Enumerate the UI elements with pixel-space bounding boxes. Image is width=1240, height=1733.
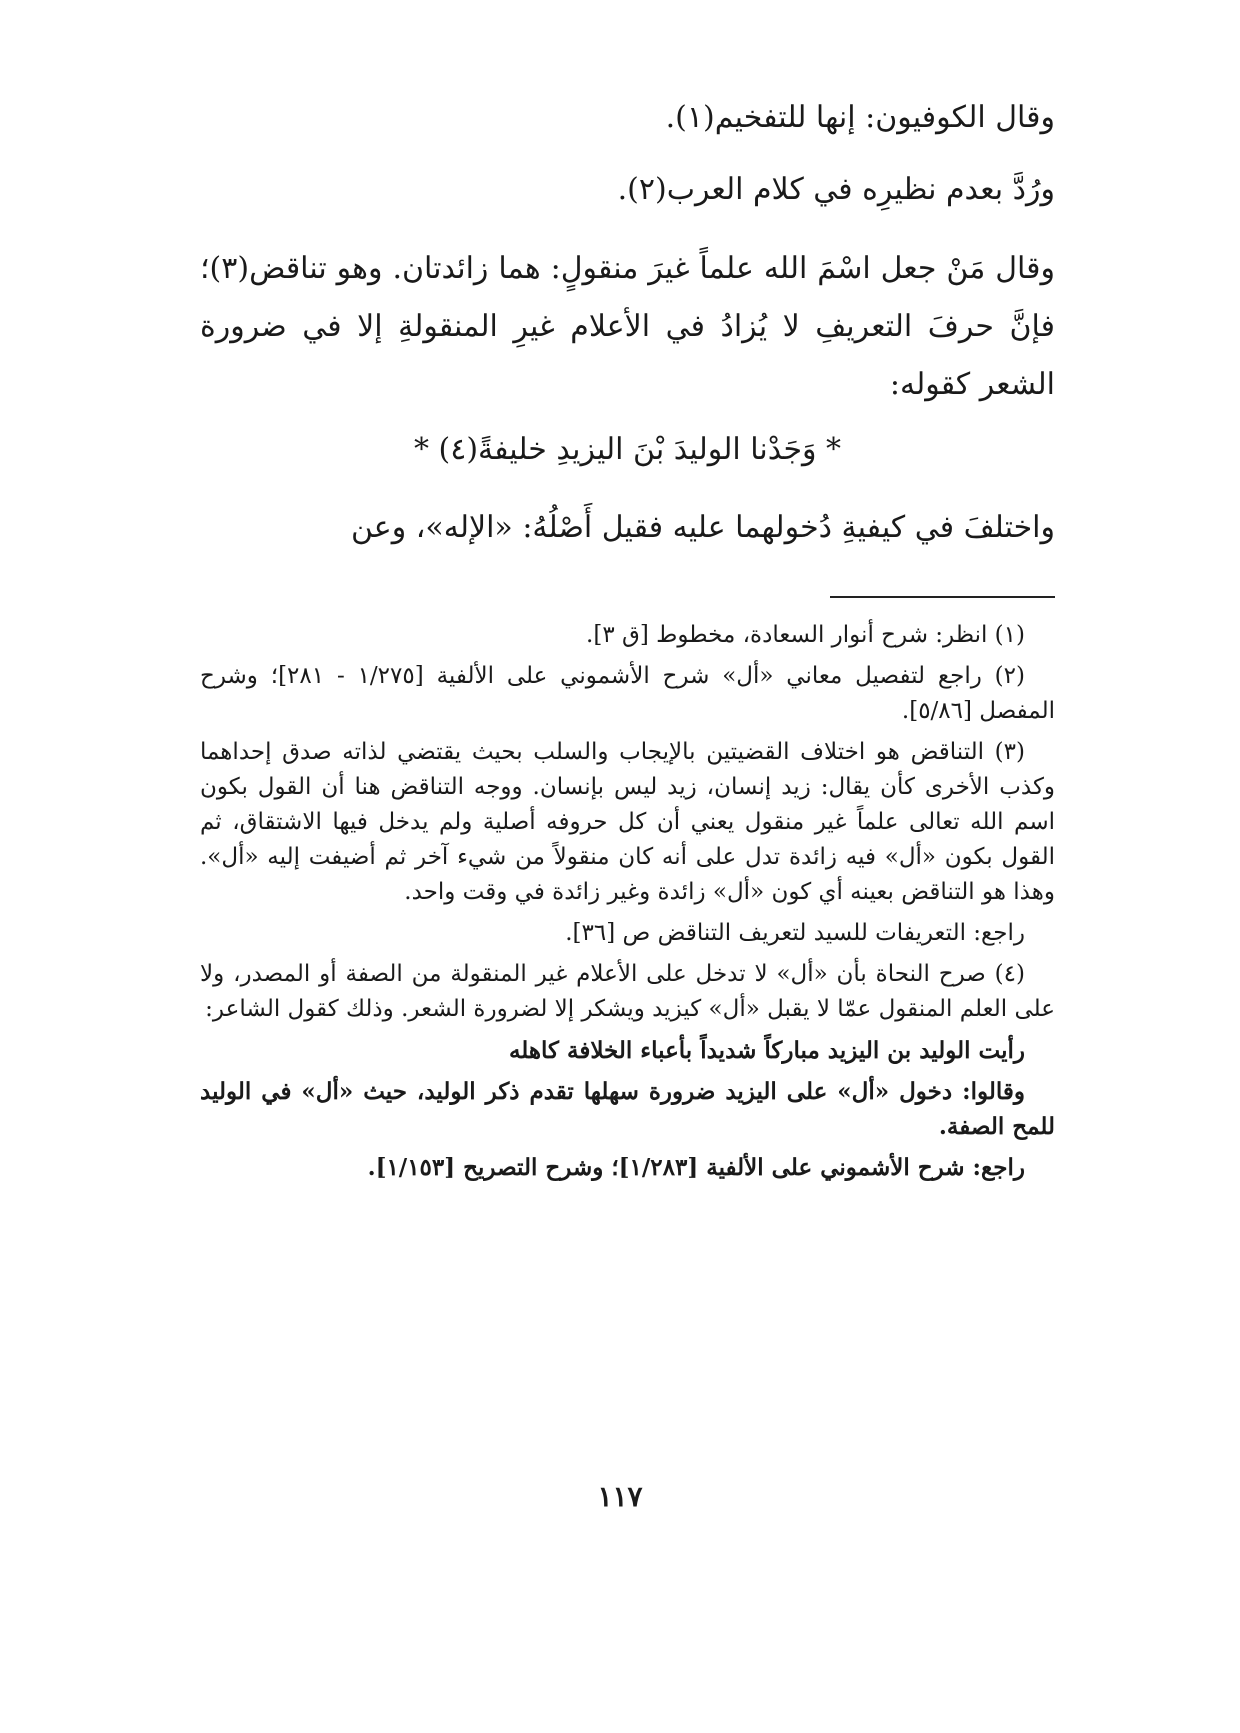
- main-text-disagreement: واختلفَ في كيفيةِ دُخولهما عليه فقيل أَصْلُهُ: «الإله»، وعن: [350, 510, 1055, 545]
- main-paragraph-1: [200, 98, 1055, 138]
- footnote-2: (٢) راجع لتفصيل معاني «أل» شرح الأشموني على الألفية [١/٢٧٥ - ٢٨١]؛ وشرح المفصل [٥/٨٦].: [200, 663, 1055, 724]
- footnote-4: (٤) صرح النحاة بأن «أل» لا تدخل على الأعلام غير المنقولة من الصفة أو المصدر، ولا على العلم المنقول عمّا لا يقبل «أل» كيزيد ويشكر إلا لضرورة الشعر. وذلك كقول الشاعر:: [200, 961, 1055, 1022]
- footnote-3-reference: راجع: التعريفات للسيد لتعريف التناقض ص [٣٦].: [565, 920, 1025, 946]
- main-text-rebuttal: ورُدَّ بعدم نظيرِه في كلام العرب(٢).: [617, 172, 1055, 207]
- footnotes: [200, 618, 1055, 1191]
- main-paragraph-2: [200, 170, 1055, 210]
- footnote-3: (٣) التناقض هو اختلاف القضيتين بالإيجاب والسلب بحيث يقتضي لذاته صدق إحداهما وكذب الأخرى كأن يقال: زيد إنسان، زيد ليس بإنسان. ووجه التناقض هنا أن القول بكون اسم الله تعالى علماً غير منقول يعني أن كل حروفه أصلية ولم يدخل فيها الاشتقاق، ثم القول بكون «أل» فيه زائدة تدل على أنه كان منقولاً من شيء آخر ثم أضيفت إليه «أل». وهذا هو التناقض بعينه أي كون «أل» زائدة وغير زائدة في وقت واحد.: [200, 739, 1055, 905]
- footnote-4-reference: راجع: شرح الأشموني على الألفية [١/٢٨٣]؛ وشرح التصريح [١/١٥٣].: [367, 1154, 1025, 1181]
- footnote-divider: [830, 596, 1055, 598]
- main-paragraph-3: [200, 240, 1055, 414]
- footnote-4-explanation: وقالوا: دخول «أل» على اليزيد ضرورة سهلها تقدم ذكر الوليد، حيث «أل» في الوليد للمح الصفة.: [200, 1078, 1055, 1140]
- page-number: ١١٧: [597, 1480, 643, 1513]
- footnote-1: (١) انظر: شرح أنوار السعادة، مخطوط [ق ٣].: [586, 622, 1025, 648]
- footnote-4-poem: رأيت الوليد بن اليزيد مباركاً شديداً بأعباء الخلافة كاهله: [508, 1037, 1025, 1064]
- main-text-contradiction: وقال مَنْ جعل اسْمَ الله علماً غيرَ منقولٍ: هما زائدتان. وهو تناقض(٣)؛ فإنَّ حرفَ التعريفِ لا يُزادُ في الأعلام غيرِ المنقولةِ إلا في ضرورة الشعر كقوله:: [200, 251, 1055, 402]
- main-text-kufans: وقال الكوفيون: إنها للتفخيم(١).: [665, 100, 1055, 135]
- main-paragraph-4: [200, 508, 1055, 548]
- verse-text: * وَجَدْنا الوليدَ بْنَ اليزيدِ خليفةً(٤) *: [413, 432, 842, 467]
- verse-line: [200, 430, 1055, 470]
